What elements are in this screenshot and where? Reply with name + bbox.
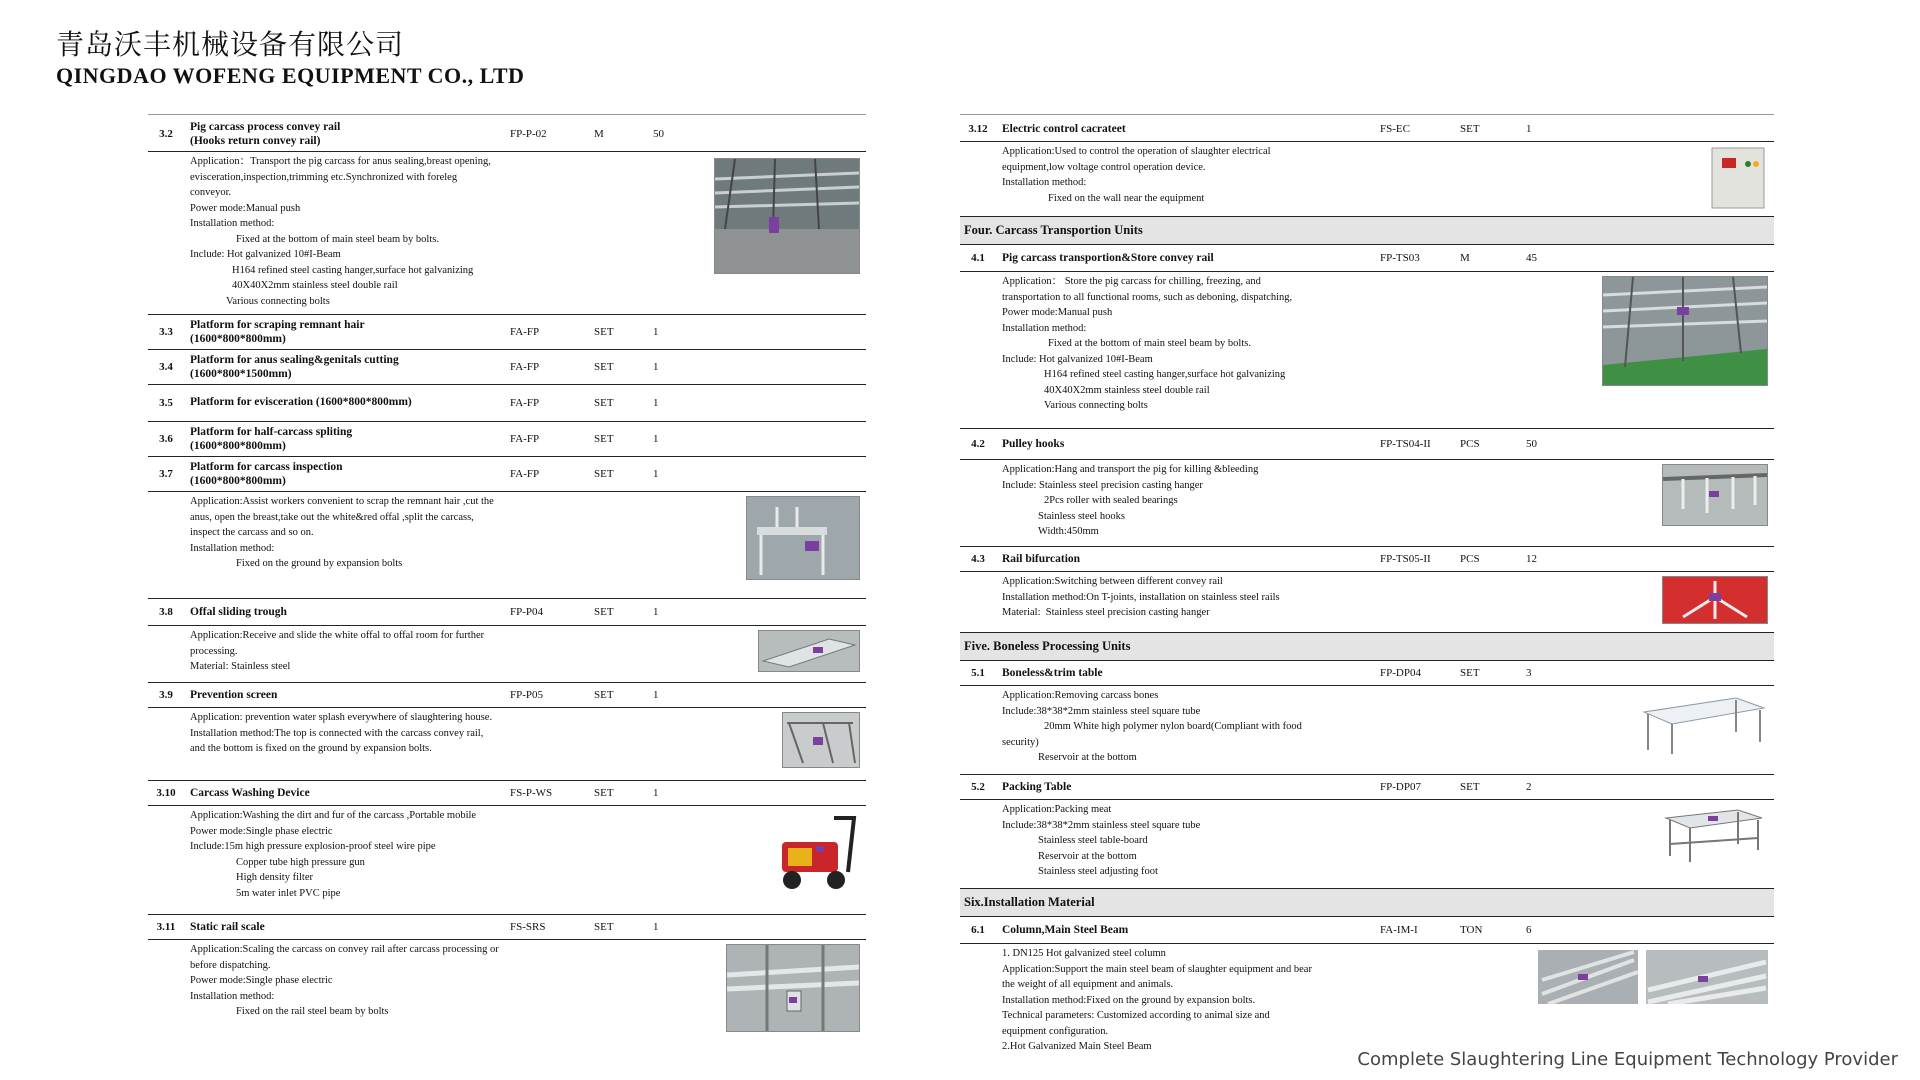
item-name: Carcass Washing Device: [190, 787, 310, 799]
item-qty: 45: [1526, 252, 1537, 264]
item-no: 3.6: [159, 433, 173, 445]
item-no: 6.1: [971, 924, 985, 936]
item-description: Application：Transport the pig carcass for anus sealing,breast opening, evisceration,inspection,trimming etc.Synchronized with foreleg conveyor. Power mode:Manual push Installation method: Fixed at the bottom of main steel beam by bolts. Include: Hot galvanized 10#I-Beam H164 refined steel casting hanger,surface hot galvanizing 40X40X2mm stainless steel double rail Various connecting bolts: [148, 152, 866, 315]
item-name: Static rail scale: [190, 921, 265, 933]
item-description: Application:Used to control the operation of slaughter electrical equipment,low voltage control operation device. Installation method: Fixed on the wall near the equipment: [960, 142, 1774, 216]
item-unit: TON: [1460, 924, 1483, 936]
item-name: Electric control cacrateet: [1002, 123, 1126, 135]
item-unit: SET: [594, 397, 614, 409]
item-code: FS-SRS: [510, 921, 546, 933]
item-code: FA-FP: [510, 433, 540, 445]
item-name: Pulley hooks: [1002, 438, 1065, 450]
item-row: [960, 429, 1774, 460]
item-unit: SET: [594, 689, 614, 701]
item-qty: 1: [653, 397, 659, 409]
item-row: [960, 117, 1774, 142]
item-description: Application:Scaling the carcass on convey rail after carcass processing or before dispatching. Power mode:Single phase electric Installation method: Fixed on the rail steel beam by bolts: [148, 940, 866, 1044]
item-name: Platform for scraping remnant hair (1600*800*800mm): [190, 319, 365, 345]
item-no: 3.4: [159, 361, 173, 373]
item-code: FA-IM-I: [1380, 924, 1418, 936]
item-name: Platform for carcass inspection (1600*800*800mm): [190, 461, 343, 487]
item-name: Platform for half-carcass spliting (1600*800*800mm): [190, 426, 353, 452]
item-row: [148, 315, 866, 350]
item-row: [148, 117, 866, 152]
item-row: [148, 599, 866, 626]
carcass-store-photo: [1602, 276, 1768, 386]
item-qty: 1: [653, 433, 659, 445]
item-no: 3.12: [968, 123, 988, 135]
page-top-rule: [148, 106, 866, 115]
item-name: Offal sliding trough: [190, 606, 287, 618]
item-no: 3.11: [156, 921, 176, 933]
item-unit: SET: [594, 433, 614, 445]
platform-photo: [746, 496, 860, 580]
company-name-en: QINGDAO WOFENG EQUIPMENT CO., LTD: [56, 63, 525, 88]
item-qty: 1: [653, 606, 659, 618]
item-name: Column,Main Steel Beam: [1002, 924, 1129, 936]
item-qty: 50: [653, 128, 664, 140]
item-description: Application:Switching between different convey rail Installation method:On T-joints, installation on stainless steel rails Material: Stainless steel precision casting hanger: [960, 572, 1774, 632]
company-header: [56, 28, 524, 90]
item-row: [148, 683, 866, 708]
item-no: 3.10: [156, 787, 176, 799]
item-no: 5.1: [971, 667, 985, 679]
convey-rail-photo: [714, 158, 860, 274]
item-code: FA-FP: [510, 468, 540, 480]
item-unit: SET: [1460, 781, 1480, 793]
control-cabinet-photo: [1708, 146, 1768, 210]
item-name: Boneless&trim table: [1002, 667, 1103, 679]
item-code: FP-DP07: [1380, 781, 1421, 793]
item-code: FP-P-02: [510, 128, 547, 140]
item-name: Rail bifurcation: [1002, 553, 1081, 565]
item-description: Application:Removing carcass bones Include:38*38*2mm stainless steel square tube 20mm White high polymer nylon board(Compliant with food security) Reservoir at the bottom: [960, 686, 1774, 775]
item-no: 4.3: [971, 553, 985, 565]
item-unit: SET: [1460, 667, 1480, 679]
item-code: FP-DP04: [1380, 667, 1421, 679]
company-name-cn: 青岛沃丰机械设备有限公司: [56, 28, 405, 61]
item-code: FA-FP: [510, 397, 540, 409]
item-unit: SET: [594, 326, 614, 338]
item-code: FP-TS05-II: [1380, 553, 1431, 565]
item-code: FP-P05: [510, 689, 544, 701]
item-qty: 3: [1526, 667, 1532, 679]
item-qty: 1: [653, 921, 659, 933]
item-row: [148, 350, 866, 385]
washer-photo: [764, 812, 860, 894]
item-no: 4.2: [971, 438, 985, 450]
item-code: FP-P04: [510, 606, 544, 618]
item-code: FP-TS03: [1380, 252, 1420, 264]
item-name: Platform for evisceration (1600*800*800mm): [190, 396, 412, 408]
item-no: 3.2: [159, 128, 173, 140]
item-qty: 1: [653, 689, 659, 701]
item-description: Application:Receive and slide the white offal to offal room for further processing. Material: Stainless steel: [148, 626, 866, 683]
item-qty: 1: [653, 468, 659, 480]
item-code: FA-FP: [510, 361, 540, 373]
packing-table-photo: [1660, 804, 1768, 864]
item-unit: M: [594, 128, 604, 140]
item-qty: 1: [653, 361, 659, 373]
item-unit: SET: [594, 787, 614, 799]
steel-beam-photos: [1538, 950, 1768, 1004]
item-row: [148, 781, 866, 806]
item-description: Application： Store the pig carcass for chilling, freezing, and transportation to all functional rooms, such as deboning, dispatching, Power mode:Manual push Installation method: Fixed at the bottom of main steel beam by bolts. Include: Hot galvanized 10#I-Beam H164 refined steel casting hanger,surface hot galvanizing 40X40X2mm stainless steel double rail Various connecting bolts: [960, 272, 1774, 429]
item-qty: 1: [653, 326, 659, 338]
item-code: FP-TS04-II: [1380, 438, 1431, 450]
item-unit: M: [1460, 252, 1470, 264]
item-qty: 12: [1526, 553, 1537, 565]
item-name: Prevention screen: [190, 689, 278, 701]
footer-tagline: Complete Slaughtering Line Equipment Technology Provider: [1357, 1049, 1898, 1070]
offal-trough-photo: [758, 630, 860, 672]
item-code: FA-FP: [510, 326, 540, 338]
item-no: 3.9: [159, 689, 173, 701]
item-row: [960, 547, 1774, 572]
item-name: Packing Table: [1002, 781, 1072, 793]
item-unit: PCS: [1460, 553, 1480, 565]
item-no: 4.1: [971, 252, 985, 264]
prevention-screen-photo: [782, 712, 860, 768]
item-description: Application:Washing the dirt and fur of the carcass ,Portable mobile Power mode:Single phase electric Include:15m high pressure explosion-proof steel wire pipe Copper tube high pressure gun High density filter 5m water inlet PVC pipe: [148, 806, 866, 915]
item-qty: 1: [653, 787, 659, 799]
item-row: [148, 422, 866, 457]
item-row: [148, 385, 866, 422]
item-code: FS-EC: [1380, 123, 1410, 135]
spec-page-right: [960, 106, 1774, 1062]
item-description: Application:Hang and transport the pig for killing &bleeding Include: Stainless steel precision casting hanger 2Pcs roller with sealed bearings Stainless steel hooks Width:450mm: [960, 460, 1774, 547]
rail-bifurcation-photo: [1662, 576, 1768, 624]
item-qty: 6: [1526, 924, 1532, 936]
item-row: [960, 245, 1774, 272]
rail-scale-photo: [726, 944, 860, 1032]
item-unit: PCS: [1460, 438, 1480, 450]
page-top-rule: [960, 106, 1774, 115]
item-row: [960, 775, 1774, 800]
item-name: Pig carcass transportion&Store convey rail: [1002, 252, 1214, 264]
section-header: Six.Installation Material: [960, 888, 1774, 917]
item-row: [148, 457, 866, 492]
item-qty: 2: [1526, 781, 1532, 793]
spec-page-left: [148, 106, 866, 1044]
item-description: 1. DN125 Hot galvanized steel column Application:Support the main steel beam of slaughter equipment and bear the weight of all equipment and animals. Installation method:Fixed on the ground by expansion bolts. Technical parameters: Customized according to animal size and equipment configuration. 2.Hot Galvanized Main Steel Beam: [960, 944, 1774, 1062]
item-unit: SET: [594, 921, 614, 933]
boneless-table-photo: [1640, 692, 1768, 756]
pulley-hooks-photo: [1662, 464, 1768, 526]
item-no: 3.5: [159, 397, 173, 409]
item-unit: SET: [594, 468, 614, 480]
item-description: Application:Packing meat Include:38*38*2mm stainless steel square tube Stainless steel table-board Reservoir at the bottom Stainless steel adjusting foot: [960, 800, 1774, 888]
item-unit: SET: [594, 361, 614, 373]
section-header: Four. Carcass Transportion Units: [960, 216, 1774, 245]
section-header: Five. Boneless Processing Units: [960, 632, 1774, 661]
item-qty: 50: [1526, 438, 1537, 450]
item-no: 3.7: [159, 468, 173, 480]
item-name: Pig carcass process convey rail (Hooks return convey rail): [190, 121, 341, 147]
item-no: 3.3: [159, 326, 173, 338]
item-row: [960, 661, 1774, 686]
item-row: [960, 917, 1774, 944]
item-qty: 1: [1526, 123, 1532, 135]
item-description: Application: prevention water splash everywhere of slaughtering house. Installation method:The top is connected with the carcass convey rail, and the bottom is fixed on the ground by expansion bolts.: [148, 708, 866, 781]
item-no: 3.8: [159, 606, 173, 618]
item-name: Platform for anus sealing&genitals cutting (1600*800*1500mm): [190, 354, 399, 380]
item-row: [148, 915, 866, 940]
item-unit: SET: [594, 606, 614, 618]
item-code: FS-P-WS: [510, 787, 553, 799]
item-unit: SET: [1460, 123, 1480, 135]
item-description: Application:Assist workers convenient to scrap the remnant hair ,cut the anus, open the breast,take out the white&red offal ,split the carcass, inspect the carcass and so on. Installation method: Fixed on the ground by expansion bolts: [148, 492, 866, 599]
item-no: 5.2: [971, 781, 985, 793]
